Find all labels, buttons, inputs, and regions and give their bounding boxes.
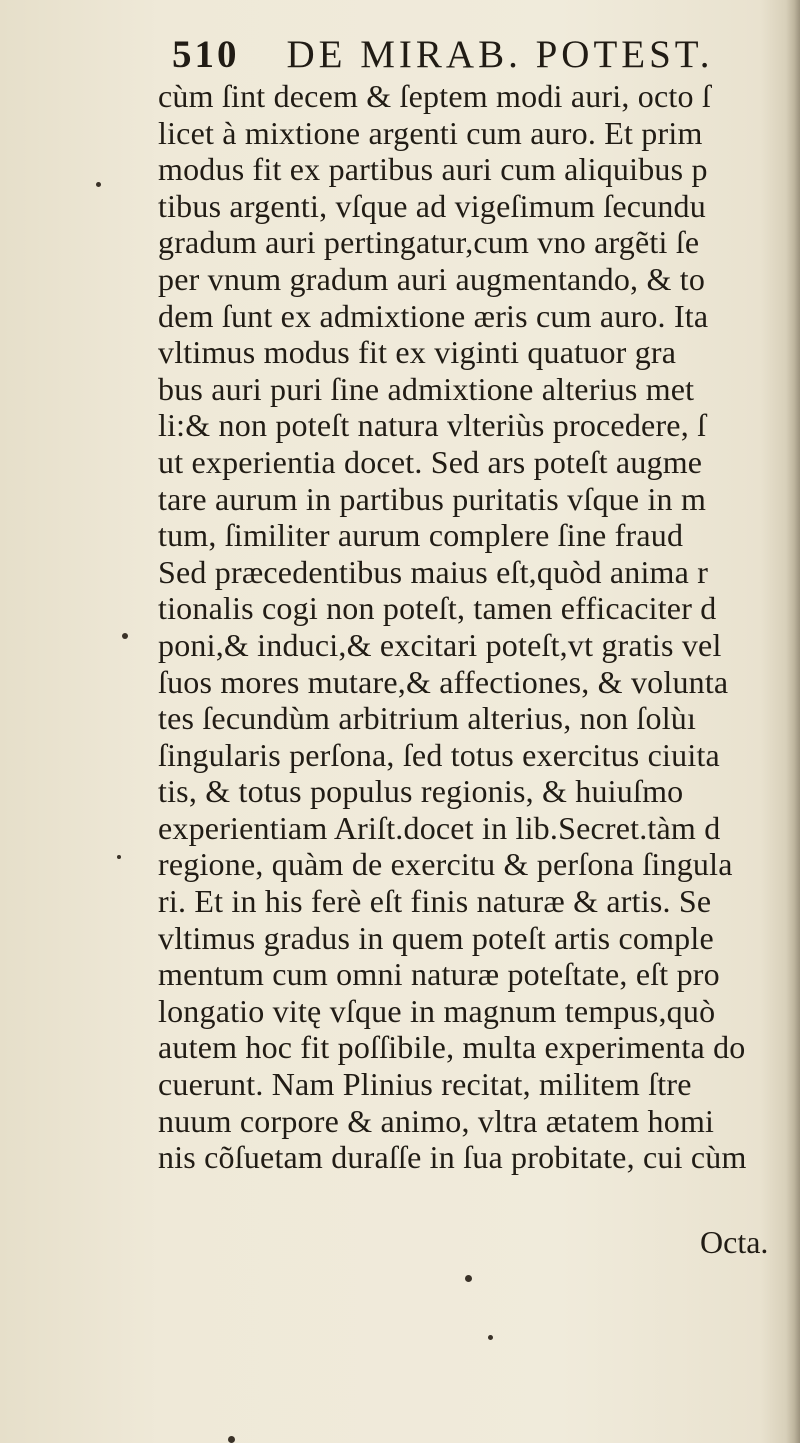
text-line: tes ſecundùm arbitrium alterius, non ſolùı	[158, 700, 697, 737]
text-line: vltimus gradus in quem poteſt artis comple	[158, 919, 714, 956]
ink-speck	[122, 633, 128, 639]
text-line: poni,& induci,& excitari poteſt,vt gratis vel	[158, 626, 722, 663]
text-line: nis cõſuetam duraſſe in ſua probitate, cui cùm	[158, 1139, 747, 1176]
text-line: tibus argenti, vſque ad vigeſimum ſecundu	[158, 187, 706, 224]
text-line: tis, & totus populus regionis, & huiuſmo	[158, 773, 684, 810]
text-line: autem hoc fit poſſibile, multa experimenta do	[158, 1029, 746, 1066]
ink-speck	[96, 182, 101, 187]
text-line: regione, quàm de exercitu & perſona ſingula	[158, 846, 733, 883]
ink-speck	[117, 855, 121, 859]
ink-speck	[488, 1335, 493, 1340]
text-line: nuum corpore & animo, vltra ætatem homi	[158, 1102, 715, 1139]
text-line: bus auri puri ſine admixtione alterius met	[158, 370, 695, 407]
page-number: 510	[172, 33, 240, 76]
text-line: modus fit ex partibus auri cum aliquibus p	[158, 151, 708, 188]
text-line: cuerunt. Nam Plinius recitat, militem ſtre	[158, 1066, 692, 1103]
body-text	[158, 78, 788, 1176]
ink-speck	[228, 1436, 235, 1443]
text-line: ut experientia docet. Sed ars poteſt augme	[158, 443, 703, 480]
text-line: Sed præcedentibus maius eſt,quòd anima r	[158, 553, 709, 590]
text-line: tare aurum in partibus puritatis vſque in m	[158, 480, 707, 517]
text-line: gradum auri pertingatur,cum vno argẽti ſe	[158, 224, 700, 261]
text-line: tionalis cogi non poteſt, tamen efficaciter d	[158, 590, 717, 627]
text-line: per vnum gradum auri augmentando, & to	[158, 260, 706, 297]
text-line: longatio vitę vſque in magnum tempus,quò	[158, 992, 716, 1029]
text-line: experientiam Ariſt.docet in lib.Secret.tàm d	[158, 809, 721, 846]
text-line: li:& non poteſt natura vlteriùs procedere, ſ	[158, 407, 707, 444]
running-head	[172, 30, 772, 80]
ink-speck	[465, 1275, 472, 1282]
text-line: vltimus modus fit ex viginti quatuor gra	[158, 334, 677, 371]
running-title: DE MIRAB. POTEST.	[286, 33, 714, 76]
text-line: ri. Et in his ferè eſt finis naturæ & artis. Se	[158, 883, 712, 920]
text-line: cùm ſint decem & ſeptem modi auri, octo ſ	[158, 78, 711, 114]
text-line: ſuos mores mutare,& affectiones, & volunta	[158, 663, 729, 700]
text-line: mentum cum omni naturæ poteſtate, eſt pro	[158, 956, 720, 993]
text-line: dem ſunt ex admixtione æris cum auro. Ita	[158, 297, 709, 334]
text-line: ſingularis perſona, ſed totus exercitus ciuita	[158, 736, 720, 773]
text-line: tum, ſimiliter aurum complere ſine fraud	[158, 517, 684, 554]
catchword: Octa.	[700, 1224, 769, 1260]
text-line: licet à mixtione argenti cum auro. Et prim	[158, 114, 703, 151]
page-edge-shadow	[786, 0, 800, 1443]
